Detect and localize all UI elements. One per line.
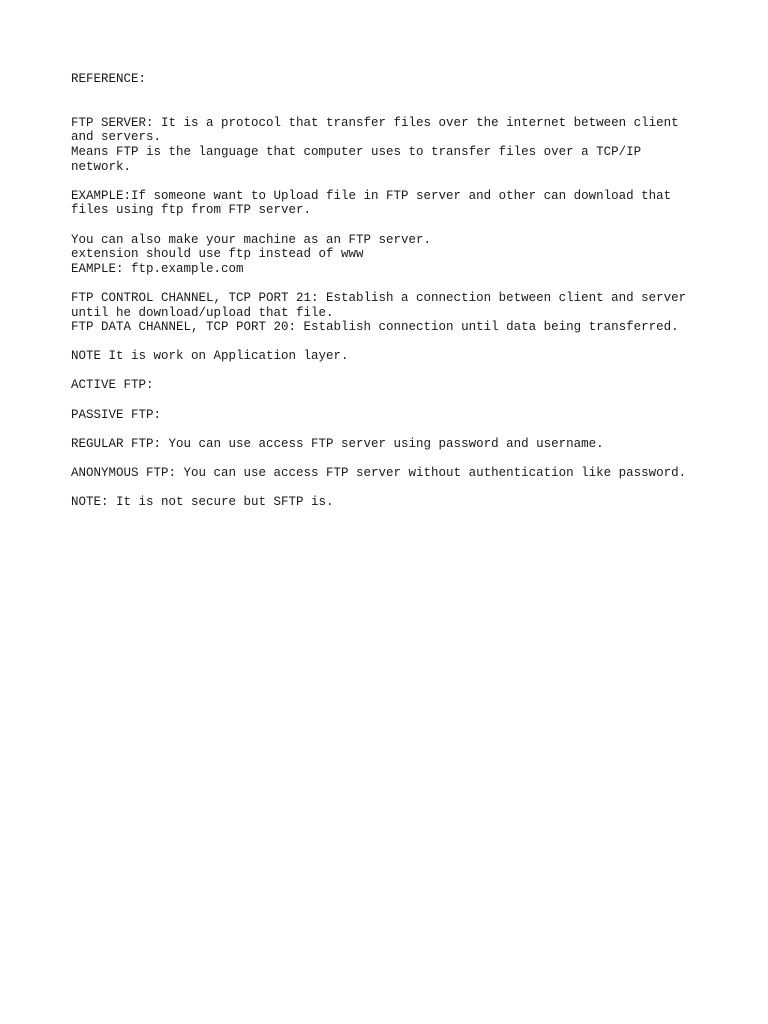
note-layer-text: NOTE It is work on Application layer. (71, 349, 349, 364)
ftp-server-line: network. (71, 159, 132, 174)
anonymous-ftp-paragraph (71, 466, 711, 481)
machine-paragraph (71, 233, 711, 277)
ftp-server-paragraph (71, 116, 711, 174)
passive-ftp-text: PASSIVE FTP: (71, 407, 162, 422)
reference-heading-text: REFERENCE: (71, 72, 147, 86)
ftp-server-line: FTP SERVER: It is a protocol that transfer files over the internet between client (71, 115, 679, 130)
channels-line: FTP DATA CHANNEL, TCP PORT 20: Establish connection until data being transferred. (71, 320, 679, 335)
regular-ftp-paragraph (71, 437, 711, 452)
machine-line: EAMPLE: ftp.example.com (71, 261, 244, 276)
document-page (71, 72, 711, 524)
active-ftp-paragraph (71, 378, 711, 393)
channels-paragraph (71, 291, 711, 335)
machine-line: You can also make your machine as an FTP server. (71, 232, 432, 247)
note-secure-text: NOTE: It is not secure but SFTP is. (71, 495, 334, 510)
example-line: files using ftp from FTP server. (71, 203, 312, 218)
regular-ftp-text: REGULAR FTP: You can use access FTP server using password and username. (71, 436, 604, 451)
passive-ftp-paragraph (71, 408, 711, 423)
ftp-server-line: Means FTP is the language that computer uses to transfer files over a TCP/IP (71, 144, 642, 159)
anonymous-ftp-text: ANONYMOUS FTP: You can use access FTP server without authentication like password. (71, 466, 687, 481)
reference-heading (71, 72, 711, 87)
channels-line: FTP CONTROL CHANNEL, TCP PORT 21: Establish a connection between client and server (71, 290, 687, 305)
example-line: EXAMPLE:If someone want to Upload file in FTP server and other can download that (71, 188, 672, 203)
example-paragraph (71, 189, 711, 218)
machine-line: extension should use ftp instead of www (71, 247, 364, 262)
ftp-server-line: and servers. (71, 130, 162, 145)
note-secure-paragraph (71, 495, 711, 510)
active-ftp-text: ACTIVE FTP: (71, 378, 154, 393)
note-layer-paragraph (71, 349, 711, 364)
channels-line: until he download/upload that file. (71, 305, 334, 320)
